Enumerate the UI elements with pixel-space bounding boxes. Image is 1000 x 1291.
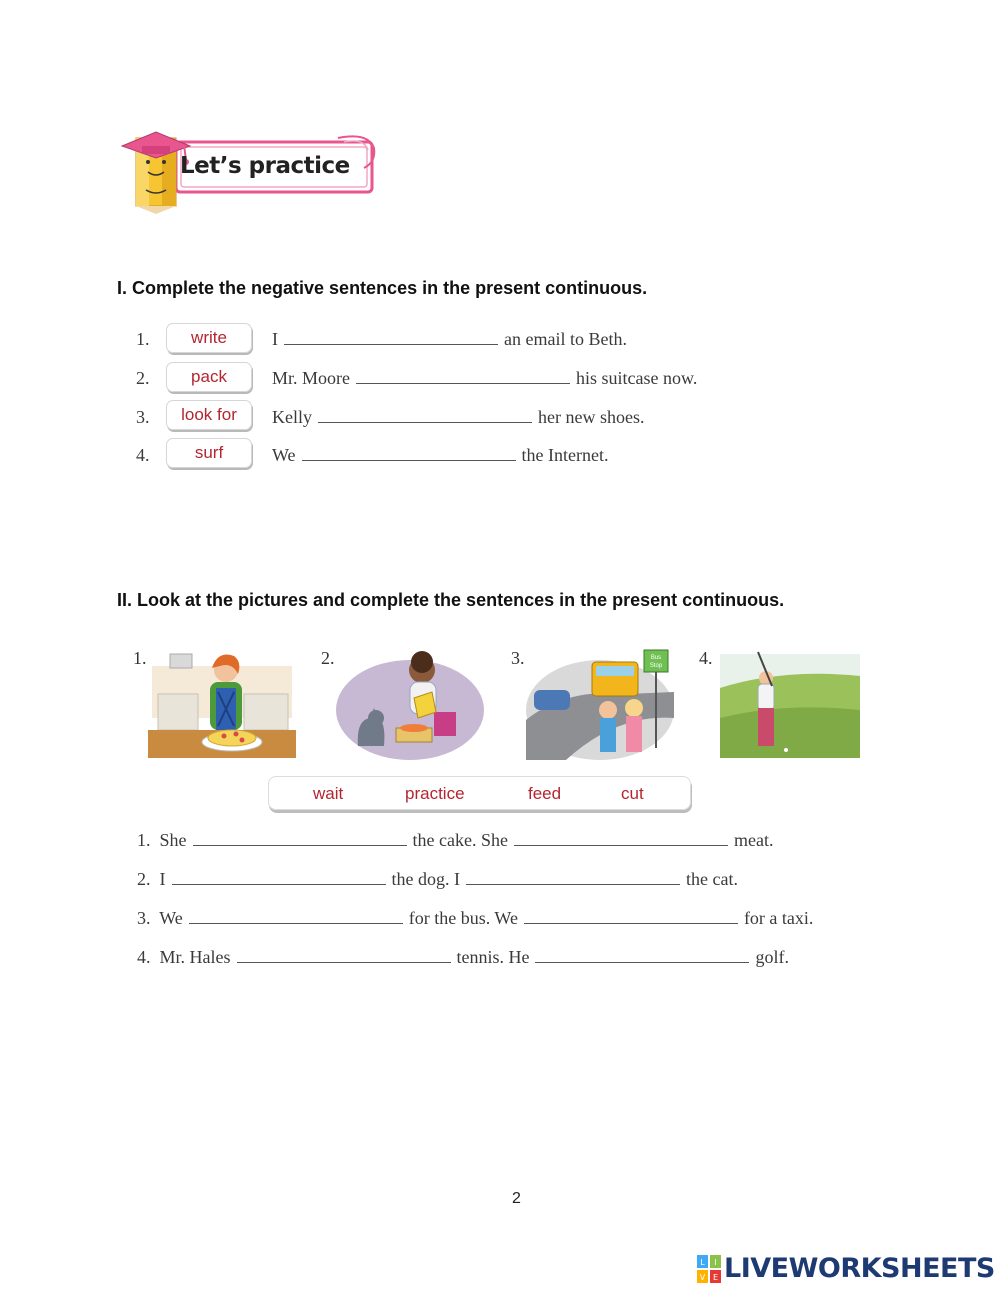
sentence-end: meat. <box>733 830 774 850</box>
answer-blank[interactable] <box>356 369 570 384</box>
sentence-start: We <box>272 445 296 465</box>
page-number: 2 <box>512 1190 521 1207</box>
verb-box-look-for: look for <box>166 400 252 430</box>
item-number: 1. <box>137 830 151 850</box>
section-2-heading: II. Look at the pictures and complete the sentences in the present continuous. <box>117 590 785 610</box>
logo-letter-i: I <box>714 1258 717 1267</box>
sentence-row <box>272 445 609 466</box>
sentence-middle: the cake. She <box>412 830 508 850</box>
logo-letter-e: E <box>712 1273 719 1282</box>
answer-blank[interactable] <box>466 870 680 885</box>
sentence-start: We <box>159 908 183 928</box>
sentence-row <box>272 329 627 350</box>
picture-number: 1. <box>133 648 147 668</box>
sentence-start: Kelly <box>272 407 312 427</box>
sentence-middle: for the bus. We <box>408 908 518 928</box>
sentence-start: Mr. Moore <box>272 368 350 388</box>
liveworksheets-logo-icon <box>697 1255 721 1283</box>
word-bank-cut: cut <box>621 784 644 803</box>
answer-blank[interactable] <box>535 948 749 963</box>
word-bank-feed: feed <box>528 784 562 803</box>
picture-number: 4. <box>699 648 713 668</box>
sentence-end: an email to Beth. <box>504 329 627 349</box>
item-number: 4. <box>137 947 151 967</box>
word-bank-practice: practice <box>405 784 465 803</box>
sentence-end: her new shoes. <box>538 407 645 427</box>
item-number: 2. <box>136 368 150 388</box>
children-waiting-for-bus-picture <box>526 648 674 760</box>
sentence-end: golf. <box>755 947 789 967</box>
sentence-start: She <box>159 830 187 850</box>
banner-title: Let’s practice <box>180 153 350 179</box>
sentence-row <box>272 368 697 389</box>
verb-box-write: write <box>166 323 252 353</box>
sentence-end: the Internet. <box>521 445 609 465</box>
sentence-middle: tennis. He <box>456 947 530 967</box>
logo-letter-v: V <box>699 1273 706 1282</box>
item-number: 2. <box>137 869 151 889</box>
sentence-end: his suitcase now. <box>576 368 698 388</box>
woman-cutting-cake-picture <box>148 648 296 760</box>
answer-blank[interactable] <box>193 831 407 846</box>
answer-blank[interactable] <box>302 446 516 461</box>
answer-blank[interactable] <box>237 948 451 963</box>
sentence-row <box>137 947 789 968</box>
sentence-row <box>272 407 644 428</box>
item-number: 3. <box>137 908 151 928</box>
sentence-row <box>137 908 813 929</box>
picture-number: 2. <box>321 648 335 668</box>
sentence-middle: the dog. I <box>391 869 460 889</box>
answer-blank[interactable] <box>514 831 728 846</box>
answer-blank[interactable] <box>189 909 403 924</box>
sentence-row <box>137 830 773 851</box>
logo-letter-l: L <box>700 1258 705 1267</box>
picture-number: 3. <box>511 648 525 668</box>
answer-blank[interactable] <box>172 870 386 885</box>
liveworksheets-brand[interactable]: LIVEWORKSHEETS <box>724 1253 995 1284</box>
item-number: 4. <box>136 445 150 465</box>
sentence-start: I <box>272 329 278 349</box>
sentence-end: for a taxi. <box>743 908 814 928</box>
svg-text:Bus: Bus <box>650 655 662 661</box>
section-1-heading: I. Complete the negative sentences in the present continuous. <box>117 278 648 298</box>
answer-blank[interactable] <box>284 330 498 345</box>
sentence-start: Mr. Hales <box>159 947 231 967</box>
item-number: 1. <box>136 329 150 349</box>
sentence-row <box>137 869 738 890</box>
sentence-end: the cat. <box>685 869 738 889</box>
verb-box-pack: pack <box>166 362 252 392</box>
svg-text:Stop: Stop <box>649 663 663 669</box>
verb-box-surf: surf <box>166 438 252 468</box>
word-bank <box>268 776 691 810</box>
girl-feeding-cat-picture <box>336 648 484 760</box>
man-playing-golf-picture <box>714 648 862 760</box>
sentence-start: I <box>159 869 166 889</box>
answer-blank[interactable] <box>318 408 532 423</box>
word-bank-wait: wait <box>313 784 344 803</box>
answer-blank[interactable] <box>524 909 738 924</box>
item-number: 3. <box>136 407 150 427</box>
